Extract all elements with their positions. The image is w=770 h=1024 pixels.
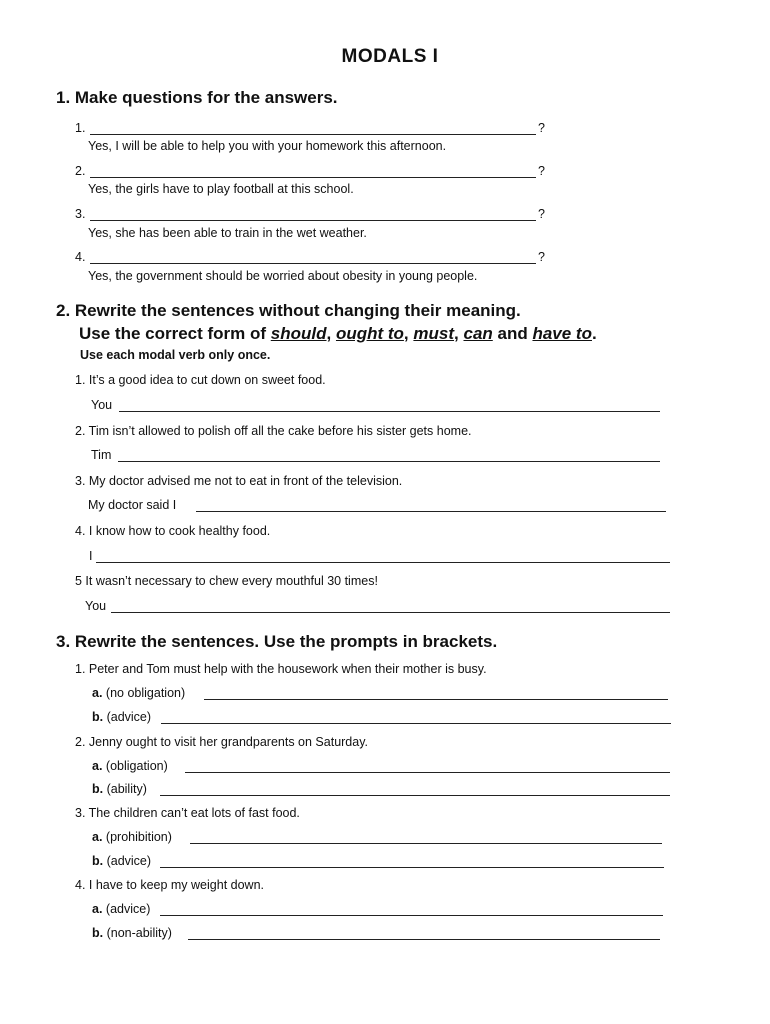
s1-given-answer: Yes, I will be able to help you with your homework this afternoon. (88, 139, 447, 153)
prompt-text: (prohibition) (105, 830, 172, 844)
section2-instruction (79, 324, 597, 344)
comma: , (403, 324, 409, 343)
period: . (591, 324, 597, 343)
s3-answer-line[interactable] (185, 772, 670, 773)
s1-question-mark: ? (538, 250, 545, 264)
s1-answer-line[interactable] (90, 263, 536, 264)
s3-answer-line[interactable] (160, 915, 663, 916)
s1-answer-line[interactable] (90, 134, 536, 135)
label-b: b. (92, 710, 104, 724)
s1-question-mark: ? (538, 164, 545, 178)
s3-prompt-a (92, 830, 172, 844)
s3-prompt-a (92, 759, 168, 773)
s1-item-number: 2. (75, 164, 86, 178)
label-b: b. (92, 782, 104, 796)
s2-prompt: Tim (91, 448, 112, 462)
s2-sentence: 1. It’s a good idea to cut down on sweet food. (75, 373, 326, 387)
s1-item-number: 1. (75, 121, 86, 135)
s3-answer-line[interactable] (188, 939, 660, 940)
s2-sentence: 5 It wasn’t necessary to chew every mouthful 30 times! (75, 574, 378, 588)
s1-given-answer: Yes, she has been able to train in the wet weather. (88, 226, 367, 240)
s2-sentence: 2. Tim isn’t allowed to polish off all the cake before his sister gets home. (75, 424, 472, 438)
s3-answer-line[interactable] (190, 843, 662, 844)
s3-sentence: 2. Jenny ought to visit her grandparents on Saturday. (75, 735, 369, 749)
s3-answer-line[interactable] (160, 795, 670, 796)
s1-answer-line[interactable] (90, 177, 536, 178)
comma: , (326, 324, 332, 343)
modal-can: can (463, 324, 493, 343)
prompt-text: (no obligation) (105, 686, 186, 700)
s3-sentence: 3. The children can’t eat lots of fast food. (75, 806, 300, 820)
s1-question-mark: ? (538, 121, 545, 135)
s3-sentence: 1. Peter and Tom must help with the housework when their mother is busy. (75, 662, 487, 676)
label-a: a. (92, 759, 103, 773)
prompt-text: (non-ability) (106, 926, 172, 940)
section1-heading: 1. Make questions for the answers. (56, 88, 338, 107)
modal-have-to: have to (532, 324, 592, 343)
prompt-text: (advice) (105, 902, 151, 916)
section3-heading: 3. Rewrite the sentences. Use the prompts in brackets. (56, 632, 498, 651)
s1-given-answer: Yes, the government should be worried about obesity in young people. (88, 269, 478, 283)
page-title: MODALS I (341, 46, 439, 67)
label-a: a. (92, 902, 103, 916)
section2-heading: 2. Rewrite the sentences without changing their meaning. (56, 301, 521, 320)
s2-answer-line[interactable] (111, 612, 670, 613)
s2-sentence: 4. I know how to cook healthy food. (75, 524, 271, 538)
s3-prompt-b (92, 710, 151, 724)
s2-prompt: My doctor said I (88, 498, 177, 512)
s3-sentence: 4. I have to keep my weight down. (75, 878, 264, 892)
s3-prompt-a (92, 686, 185, 700)
s3-prompt-b (92, 854, 151, 868)
s1-question-mark: ? (538, 207, 545, 221)
s2-prompt: I (89, 549, 93, 563)
prompt-text: (obligation) (105, 759, 168, 773)
s2-sentence: 3. My doctor advised me not to eat in front of the television. (75, 474, 403, 488)
instruction-text: Use the correct form of (79, 324, 271, 343)
modal-must: must (413, 324, 455, 343)
and-word: and (492, 324, 533, 343)
s2-answer-line[interactable] (96, 562, 670, 563)
modal-should: should (270, 324, 327, 343)
s1-item-number: 4. (75, 250, 86, 264)
s3-answer-line[interactable] (161, 723, 671, 724)
s1-item-number: 3. (75, 207, 86, 221)
prompt-text: (advice) (106, 710, 152, 724)
s1-given-answer: Yes, the girls have to play football at this school. (88, 182, 354, 196)
s2-answer-line[interactable] (119, 411, 660, 412)
s2-prompt: You (85, 599, 107, 613)
s1-answer-line[interactable] (90, 220, 536, 221)
label-a: a. (92, 686, 103, 700)
label-b: b. (92, 926, 104, 940)
s2-prompt: You (91, 398, 113, 412)
prompt-text: (advice) (106, 854, 152, 868)
prompt-text: (ability) (106, 782, 147, 796)
modal-ought-to: ought to (335, 324, 404, 343)
s3-answer-line[interactable] (160, 867, 664, 868)
label-a: a. (92, 830, 103, 844)
s3-prompt-b (92, 926, 172, 940)
s2-answer-line[interactable] (118, 461, 660, 462)
s3-prompt-b (92, 782, 147, 796)
label-b: b. (92, 854, 104, 868)
s2-answer-line[interactable] (196, 511, 666, 512)
section2-note: Use each modal verb only once. (80, 348, 271, 362)
s3-prompt-a (92, 902, 150, 916)
comma: , (454, 324, 459, 343)
s3-answer-line[interactable] (204, 699, 668, 700)
